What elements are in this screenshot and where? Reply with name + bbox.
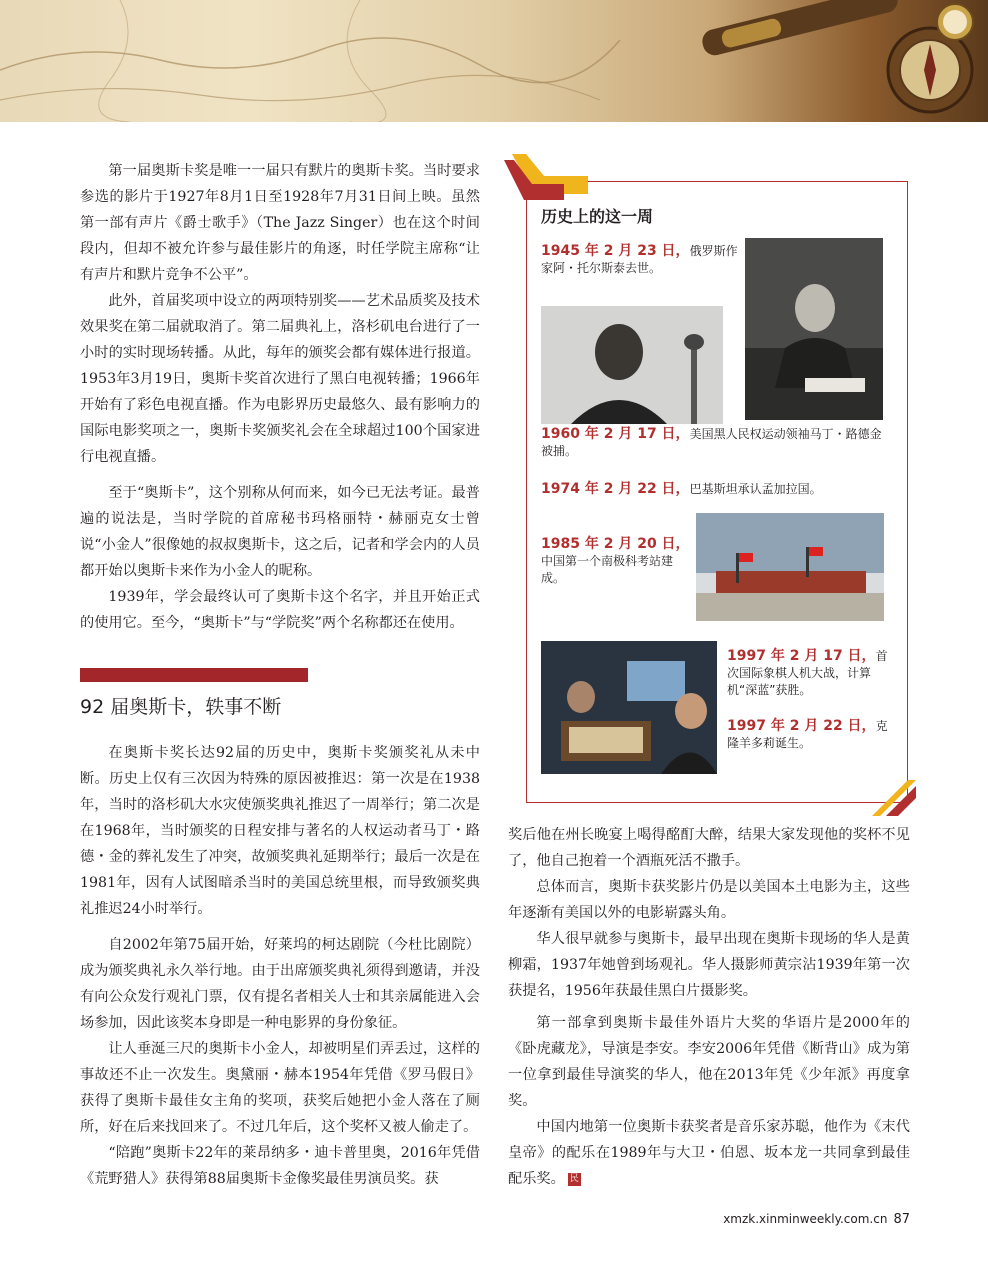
history-event [541, 243, 741, 277]
history-event [727, 718, 889, 752]
event-date: 1985 年 2 月 20 日， [541, 536, 690, 552]
photo-tolstoy [745, 238, 883, 420]
sidebar-corner-ribbon [504, 154, 588, 206]
event-date: 1974 年 2 月 22 日， [541, 481, 690, 497]
section-divider-bar [80, 668, 308, 682]
event-text: 中国第一个南极科考站建成。 [541, 554, 674, 585]
paragraph-lost-statuettes: 让人垂涎三尺的奥斯卡小金人，却被明星们弄丢过，这样的事故还不止一次发生。奥黛丽・赫本1954年凭借《罗马假日》获得了奥斯卡最佳女主角的奖项，获奖后她把小金人落在了厕所，好在后来找回来了。不过几年后，这个奖杯又被人偷走了。 [80, 1041, 480, 1135]
paragraph-dicaprio: “陪跑”奥斯卡22年的莱昂纳多・迪卡普里奥，2016年凭借《荒野猎人》获得第88届奥斯卡金像奖最佳男演员奖。获 [80, 1145, 480, 1187]
history-event [541, 481, 891, 498]
paragraph-crouching-tiger: 第一部拿到奥斯卡最佳外语片大奖的华语片是2000年的《卧虎藏龙》，导演是李安。李安2006年凭借《断背山》成为第一位拿到最佳导演奖的华人，他在2013年凭《少年派》再度拿奖。 [508, 1015, 910, 1109]
event-text: 首次国际象棋人机大战，计算机“深蓝”获胜。 [727, 649, 888, 697]
paragraph-special-awards: 此外，首届奖项中设立的两项特别奖——艺术品质奖及技术效果奖在第二届就取消了。第二届典礼上，洛杉矶电台进行了一小时的实时现场转播。从此，每年的颁奖会都有媒体进行报道。1953年3月19日，奥斯卡奖首次进行了黑白电视转播；1966年开始有了彩色电视直播。作为电影界历史最悠久、最有影响力的国际电影奖项之一，奥斯卡奖颁奖礼会在全球超过100个国家进行电视直播。 [80, 293, 480, 465]
map-decoration [0, 0, 988, 122]
photo-martin-luther-king [541, 306, 723, 424]
event-text: 克隆羊多莉诞生。 [727, 719, 888, 750]
paragraph-oscar-name-origin: 至于“奥斯卡”，这个别称从何而来，如今已无法考证。最普遍的说法是，当时学院的首席秘书玛格丽特・赫丽克女士曾说“小金人”很像她的叔叔奥斯卡，这之后，记者和学会内的人员都开始以奥斯卡来作为小金人的昵称。 [80, 485, 480, 579]
paragraph-dicaprio-cont: 奖后他在州长晚宴上喝得酩酊大醉，结果大家发现他的奖杯不见了，他自己抱着一个酒瓶死活不撒手。 [508, 827, 910, 869]
event-date: 1960 年 2 月 17 日， [541, 426, 690, 442]
paragraph-foreign-films: 总体而言，奥斯卡获奖影片仍是以美国本土电影为主，这些年逐渐有美国以外的电影崭露头角。 [508, 879, 910, 921]
page-number: 87 [893, 1212, 910, 1227]
sidebar-corner-ribbon-bottom [872, 770, 916, 816]
paragraph-first-oscars: 第一届奥斯卡奖是唯一一届只有默片的奥斯卡奖。当时要求参选的影片于1927年8月1日至1928年7月31日间上映。虽然第一部有声片《爵士歌手》（The Jazz Singer）也在这个时间段内，但却不被允许参与最佳影片的角逐，时任学院主席称“让有声片和默片竞争不公平”。 [80, 163, 480, 283]
photo-deep-blue-chess [541, 641, 717, 774]
history-event [727, 648, 889, 699]
paragraph-chinese-participation: 华人很早就参与奥斯卡，最早出现在奥斯卡现场的华人是黄柳霜，1937年她曾到场观礼。华人摄影师黄宗沾1939年第一次获提名，1956年获最佳黑白片摄影奖。 [508, 931, 910, 999]
header-banner-image [0, 0, 988, 122]
photo-antarctic-station [696, 513, 884, 621]
paragraph-su-cong-text: 中国内地第一位奥斯卡获奖者是音乐家苏聪，他作为《末代皇帝》的配乐在1989年与大卫・伯恩、坂本龙一共同拿到最佳配乐奖。 [508, 1119, 910, 1187]
history-event [541, 536, 691, 587]
paragraph-ceremony-venue: 自2002年第75届开始，好莱坞的柯达剧院（今杜比剧院）成为颁奖典礼永久举行地。由于出席颁奖典礼须得到邀请，并没有向公众发行观礼门票，仅有提名者相关人士和其亲属能进入会场参加，因此该奖本身即是一种电影界的身份象征。 [80, 937, 480, 1031]
sidebar-title: 历史上的这一周 [541, 207, 654, 226]
end-mark-icon: 民 [569, 1173, 579, 1184]
history-event [541, 426, 891, 460]
paragraph-su-cong [508, 1114, 910, 1192]
event-date: 1945 年 2 月 23 日， [541, 243, 690, 259]
page-footer [720, 1212, 910, 1227]
event-text: 美国黑人民权运动领袖马丁・路德金被捕。 [541, 427, 882, 458]
section-title: 92 届奥斯卡，轶事不断 [80, 696, 282, 718]
event-text: 巴基斯坦承认孟加拉国。 [689, 482, 822, 496]
footer-url[interactable]: xmzk.xinminweekly.com.cn [723, 1212, 888, 1226]
event-text: 俄罗斯作家阿・托尔斯泰去世。 [541, 244, 738, 275]
event-date: 1997 年 2 月 17 日， [727, 648, 876, 664]
paragraph-postponements: 在奥斯卡奖长达92届的历史中，奥斯卡奖颁奖礼从未中断。历史上仅有三次因为特殊的原因被推迟：第一次是在1938年，当时的洛杉矶大水灾使颁奖典礼推迟了一周举行；第二次是在1968年，当时颁奖的日程安排与著名的人权运动者马丁・路德・金的葬礼发生了冲突，故颁奖典礼延期举行；最后一次是在1981年，因有人试图暗杀当时的美国总统里根，而导致颁奖典礼推迟24小时举行。 [80, 745, 480, 917]
event-date: 1997 年 2 月 22 日， [727, 718, 876, 734]
paragraph-name-recognition: 1939年，学会最终认可了奥斯卡这个名字，并且开始正式的使用它。至今，“奥斯卡”与“学院奖”两个名称都还在使用。 [80, 589, 480, 631]
